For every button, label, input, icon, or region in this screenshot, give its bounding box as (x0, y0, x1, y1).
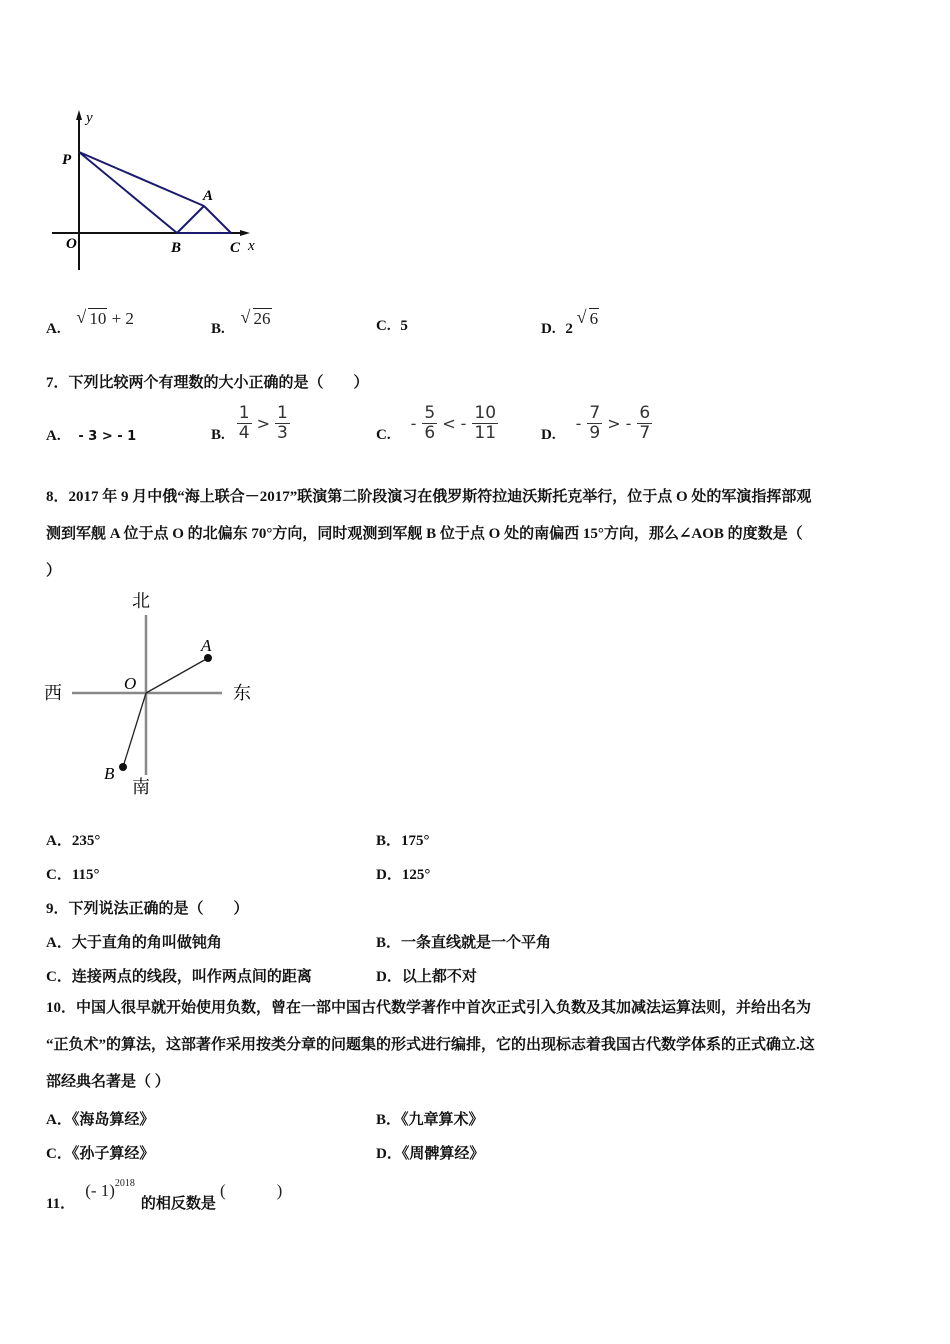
option-text: 以上都不对 (401, 969, 477, 985)
y-axis-label: y (86, 110, 93, 126)
q7-option-c[interactable]: C. - $\frac{5}{6}$ < - $\frac{10}{11}$ (376, 403, 497, 443)
option-label: A． (46, 935, 72, 951)
option-label: A． (46, 833, 72, 849)
q10-stem-line2: “正负术”的算法，这部著作采用按类分章的问题集的形式进行编排，它的出现标志着我国古代数学体系的正式确立.这 (46, 1037, 815, 1053)
option-text: 235° (71, 833, 101, 849)
point-p-label: P (62, 152, 72, 168)
q8-option-c[interactable] (46, 863, 100, 884)
option-text: 一条直线就是一个平角 (401, 935, 552, 951)
power-exponent: 2018 (114, 1177, 135, 1189)
point-b-label: B (104, 764, 115, 783)
radicand: 10 (89, 309, 107, 328)
power-base: (- 1) (85, 1181, 115, 1200)
compass-figure (40, 585, 280, 805)
q8-option-a[interactable] (46, 829, 100, 850)
q9-option-b[interactable] (376, 931, 551, 952)
option-text: - 3 > - 1 (78, 429, 137, 444)
q8-stem-line2: 测到军舰 A 位于点 O 的北偏东 70°方向，同时观测到军舰 B 位于点 O 处的南偏西 15°方向，那么∠AOB 的度数是（ (46, 526, 803, 542)
q7-option-d[interactable]: D. - $\frac{7}{9}$ > - $\frac{6}{7}$ (541, 403, 651, 443)
q10-stem-line1: 10．中国人很早就开始使用负数，曾在一部中国古代数学著作中首次正式引入负数及其加减法运算法则，并给出名为 (46, 1000, 812, 1016)
q8-option-d[interactable] (376, 863, 430, 884)
fraction-left: $\frac{5}{6}$ (424, 403, 436, 443)
east-label: 东 (233, 683, 251, 703)
radicand: 26 (253, 309, 271, 328)
question-text: 的相反数是 (140, 1196, 216, 1212)
q7-option-a[interactable] (46, 428, 136, 445)
q6-option-b[interactable] (211, 309, 272, 338)
coordinate-figure (40, 100, 280, 280)
option-text: 大于直角的角叫做钝角 (71, 935, 222, 951)
q10-option-d[interactable] (376, 1142, 484, 1163)
fraction-right: $\frac{1}{3}$ (277, 403, 288, 443)
q10-stem (46, 990, 916, 1101)
origin-label: O (66, 236, 77, 252)
answer-blank: ( ) (219, 1181, 283, 1200)
q7-option-b[interactable] (211, 403, 290, 444)
option-label: A. (46, 428, 61, 444)
south-label: 南 (132, 777, 150, 797)
point-c-label: C (230, 240, 241, 256)
option-label: A. (46, 321, 61, 337)
fraction-right: $\frac{10}{11}$ (474, 403, 497, 443)
comparison-operator: > (256, 414, 270, 433)
option-label: D. (541, 321, 556, 337)
option-label: D． (376, 969, 402, 985)
fraction-left: $\frac{1}{4}$ (238, 403, 250, 443)
q11-stem (46, 1176, 283, 1212)
question-number: 11． (46, 1196, 76, 1212)
q8-stem-line1: 8．2017 年 9 月中俄“海上联合－2017”联演第二阶段演习在俄罗斯符拉迪沃斯托克举行，位于点 O 处的军演指挥部观 (46, 489, 812, 505)
option-label: C. (376, 427, 391, 443)
point-a-label: A (201, 636, 212, 655)
q8-option-b[interactable] (376, 829, 430, 850)
option-label: B． (376, 833, 402, 849)
q10-option-b[interactable] (376, 1108, 484, 1129)
option-label: D． (376, 867, 402, 883)
prefix: 2 (565, 321, 573, 337)
option-label: C． (46, 969, 72, 985)
option-text: 175° (401, 833, 430, 849)
option-label: B. (211, 427, 225, 443)
option-text: 125° (401, 867, 431, 883)
option-label: D. (541, 427, 556, 443)
option-label: D． (376, 1146, 402, 1162)
option-label: A． (46, 1112, 72, 1128)
q10-option-a[interactable] (46, 1108, 154, 1129)
origin-label: O (124, 674, 137, 693)
option-label: C． (46, 1146, 72, 1162)
option-label: B. (211, 321, 225, 337)
q9-option-c[interactable] (46, 965, 312, 986)
x-axis-label: x (248, 238, 255, 254)
option-text: 连接两点的线段，叫作两点间的距离 (71, 969, 312, 985)
q6-option-d[interactable] (541, 309, 599, 338)
q10-option-c[interactable] (46, 1142, 154, 1163)
q8-stem (46, 479, 916, 590)
option-text: 《海岛算经》 (71, 1112, 155, 1128)
option-label: B． (376, 1112, 402, 1128)
q6-option-c[interactable] (376, 318, 408, 335)
q9-option-a[interactable] (46, 931, 222, 952)
fraction-left: $\frac{7}{9}$ (589, 403, 601, 443)
q8-stem-line3: ） (46, 563, 62, 579)
q6-option-a[interactable] (46, 309, 134, 338)
option-label: B． (376, 935, 402, 951)
comparison-operator: > (607, 414, 621, 433)
option-label: C． (46, 867, 72, 883)
option-value: 5 (400, 318, 408, 334)
radicand: 6 (589, 309, 599, 328)
option-text: 《九章算术》 (401, 1112, 484, 1128)
q9-stem: 9．下列说法正确的是（ ） (46, 901, 249, 917)
fraction-right: $\frac{6}{7}$ (639, 403, 651, 443)
option-text: 《孙子算经》 (71, 1146, 155, 1162)
q10-stem-line3: 部经典名著是（ ） (46, 1074, 170, 1090)
point-a-label: A (203, 188, 214, 204)
point-b-label: B (171, 240, 182, 256)
q9-option-d[interactable] (376, 965, 477, 986)
option-text: 115° (71, 867, 100, 883)
north-label: 北 (132, 591, 150, 611)
suffix: + 2 (111, 309, 134, 328)
comparison-operator: < (442, 414, 456, 433)
west-label: 西 (44, 683, 62, 703)
q7-stem: 7．下列比较两个有理数的大小正确的是（ ） (46, 375, 369, 391)
option-label: C. (376, 318, 391, 334)
option-text: 《周髀算经》 (401, 1146, 485, 1162)
